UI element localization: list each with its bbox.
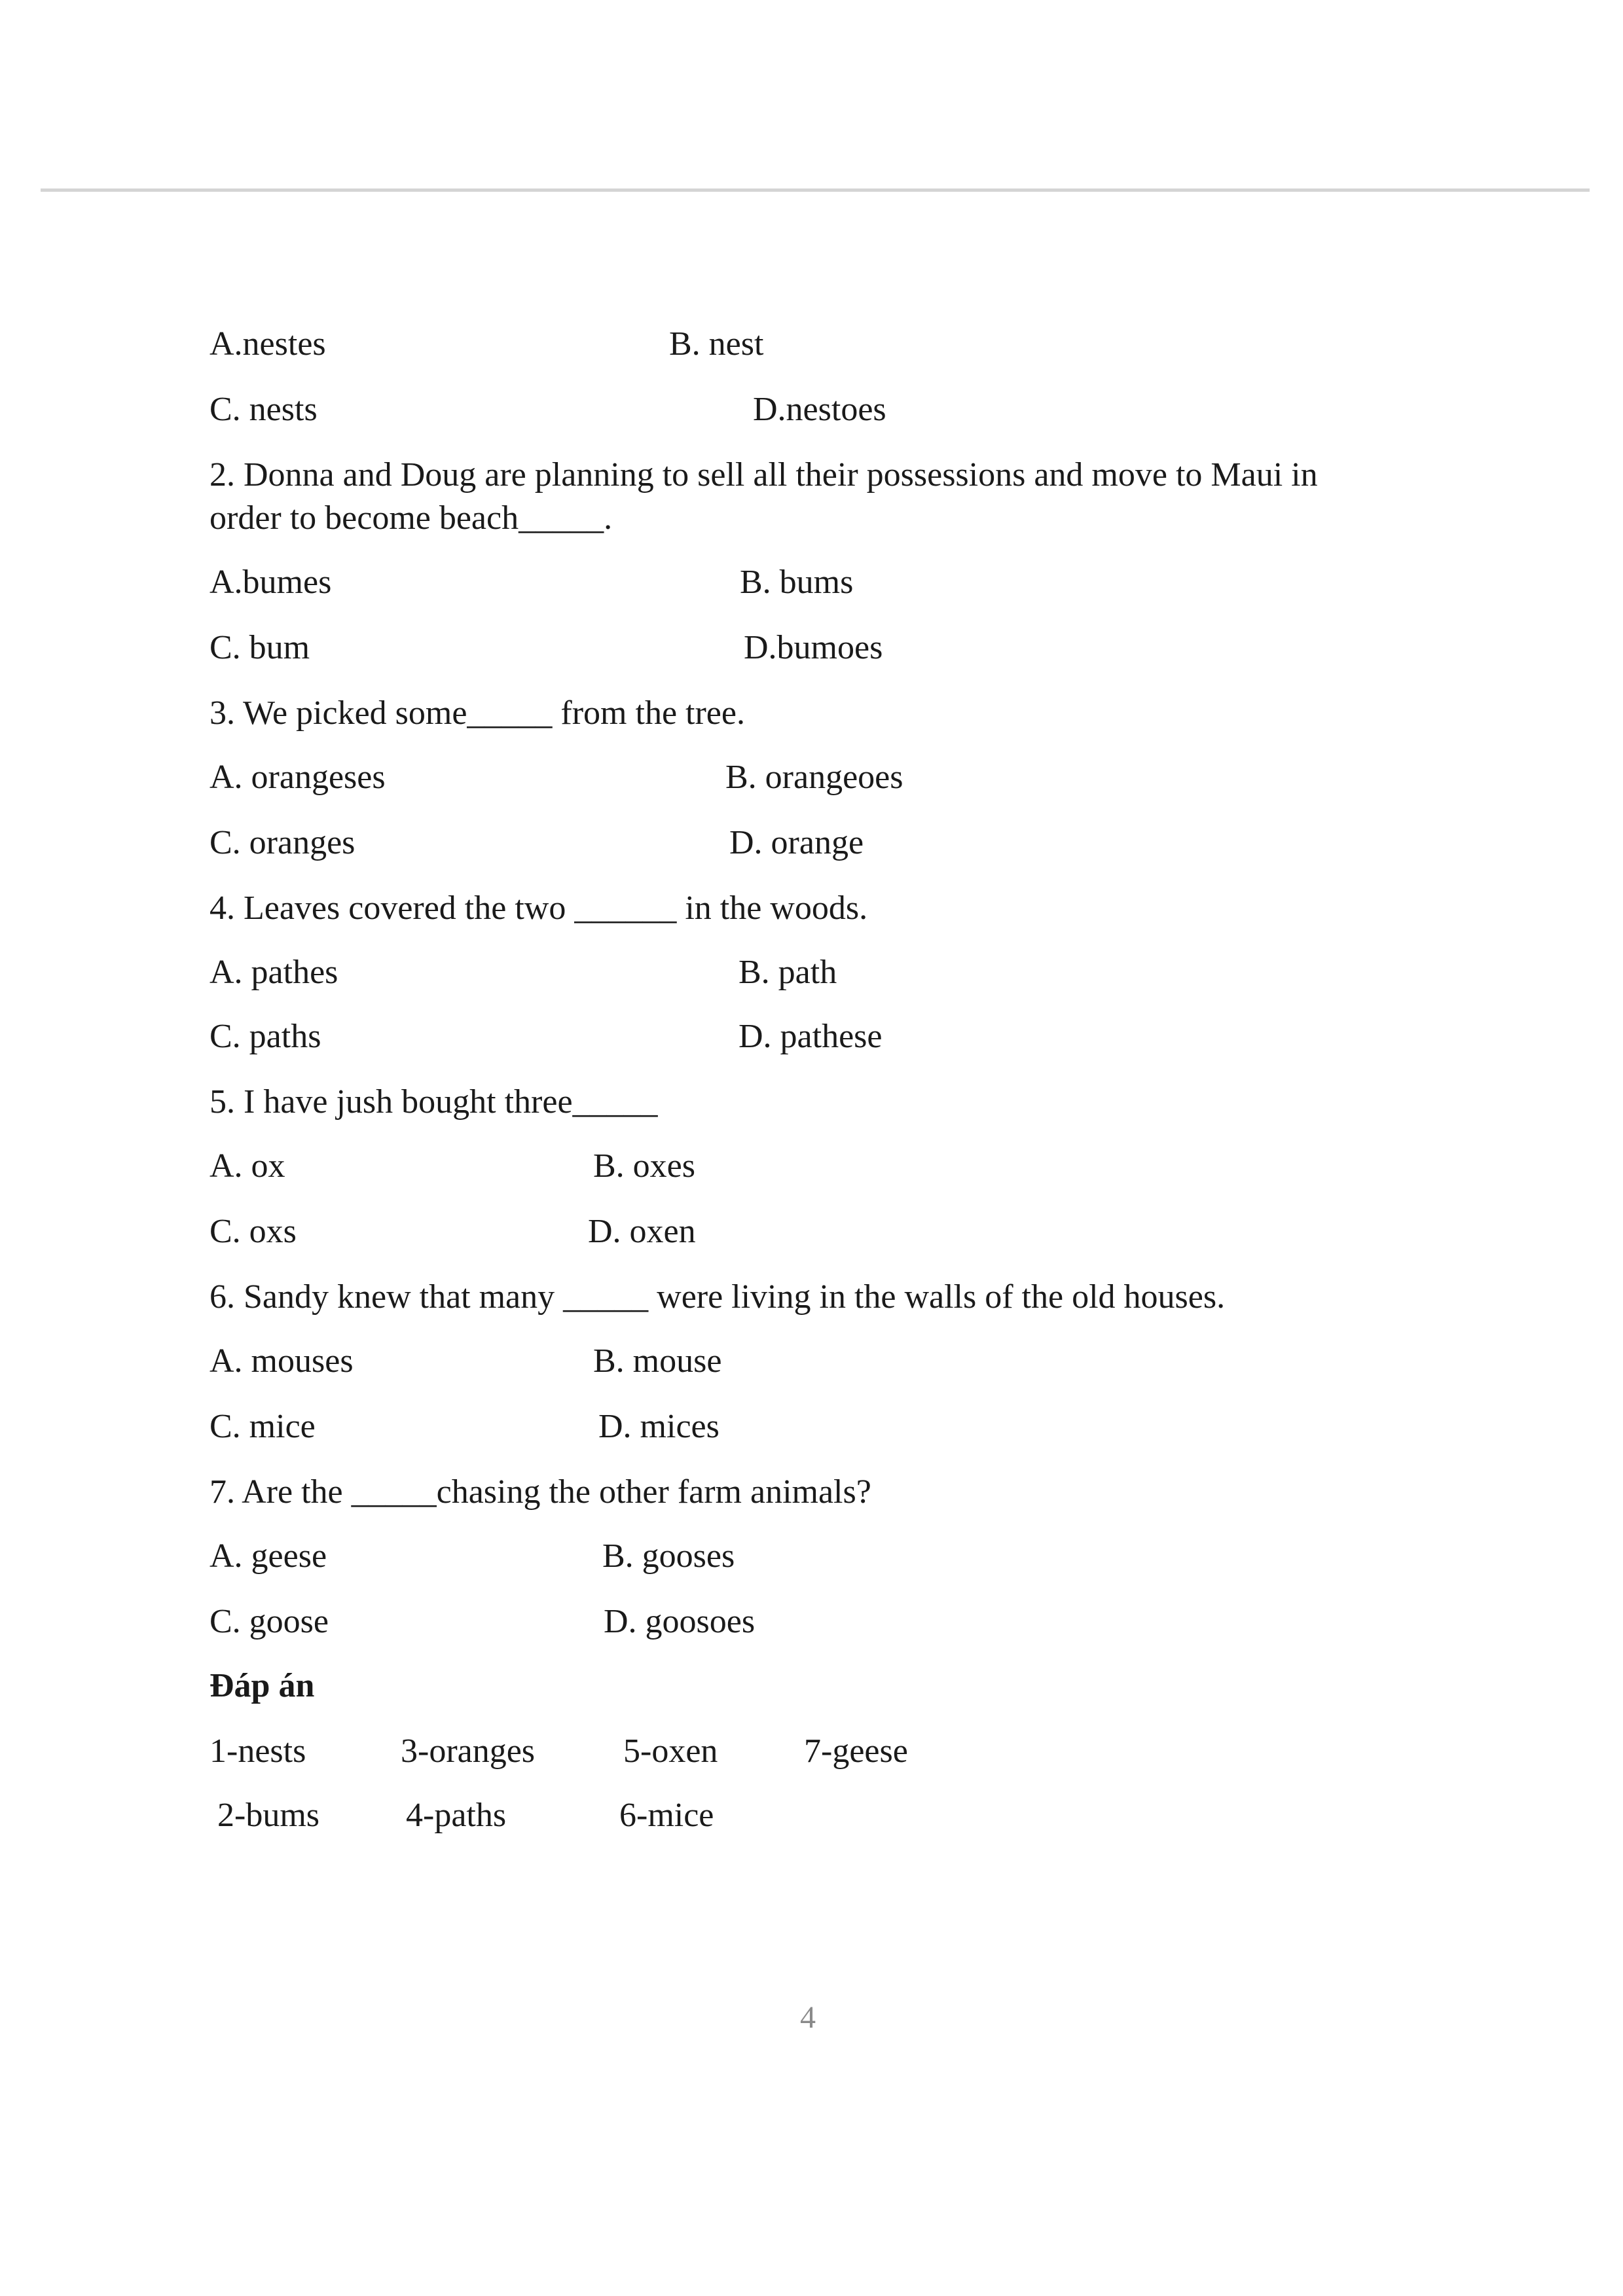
q2-option-a: A.bumes (210, 564, 332, 601)
q3-option-c: C. oranges (210, 824, 356, 861)
q1-option-a: A.nestes (210, 325, 326, 363)
answer-item: 5-oxen (623, 1732, 718, 1770)
q4-option-d: D. pathese (739, 1018, 883, 1055)
q2-option-d: D.bumoes (744, 629, 883, 666)
q3-option-d: D. orange (729, 824, 864, 861)
q5-option-b: B. oxes (593, 1147, 695, 1185)
q5-text: 5. I have jush bought three_____ (210, 1083, 658, 1121)
answer-item: 1-nests (210, 1732, 306, 1770)
q4-text: 4. Leaves covered the two ______ in the woods. (210, 889, 868, 927)
q2-text-line2: order to become beach_____. (210, 499, 613, 537)
q7-option-d: D. goosoes (604, 1603, 756, 1640)
q2-option-b: B. bums (740, 564, 854, 601)
q1-option-b: B. nest (669, 325, 764, 363)
q1-option-d: D.nestoes (753, 391, 886, 428)
q5-option-c: C. oxs (210, 1213, 297, 1250)
q2-option-c: C. bum (210, 629, 310, 666)
q6-option-b: B. mouse (593, 1342, 722, 1380)
answer-item: 4-paths (406, 1797, 507, 1834)
q7-option-a: A. geese (210, 1537, 327, 1575)
answer-item: 2-bums (217, 1797, 319, 1834)
q3-text: 3. We picked some_____ from the tree. (210, 694, 745, 732)
answer-item: 6-mice (619, 1797, 714, 1834)
answer-item: 3-oranges (401, 1732, 536, 1770)
q6-text: 6. Sandy knew that many _____ were living in the walls of the old houses. (210, 1278, 1226, 1316)
q7-text: 7. Are the _____chasing the other farm animals? (210, 1473, 871, 1511)
q6-option-d: D. mices (598, 1408, 720, 1445)
q2-text-line1: 2. Donna and Doug are planning to sell all their possessions and move to Maui in (210, 456, 1318, 493)
q6-option-a: A. mouses (210, 1342, 354, 1380)
q5-option-d: D. oxen (588, 1213, 696, 1250)
q3-option-a: A. orangeses (210, 759, 386, 796)
q1-option-c: C. nests (210, 391, 318, 428)
q4-option-b: B. path (739, 954, 837, 991)
q5-option-a: A. ox (210, 1147, 285, 1185)
q6-option-c: C. mice (210, 1408, 316, 1445)
page-number: 4 (800, 2000, 816, 2035)
q3-option-b: B. orangeoes (725, 759, 903, 796)
answer-item: 7-geese (804, 1732, 908, 1770)
header-divider (41, 188, 1590, 192)
q4-option-c: C. paths (210, 1018, 321, 1055)
q7-option-b: B. gooses (602, 1537, 735, 1575)
q4-option-a: A. pathes (210, 954, 338, 991)
answers-heading: Đáp án (210, 1667, 315, 1704)
q7-option-c: C. goose (210, 1603, 329, 1640)
